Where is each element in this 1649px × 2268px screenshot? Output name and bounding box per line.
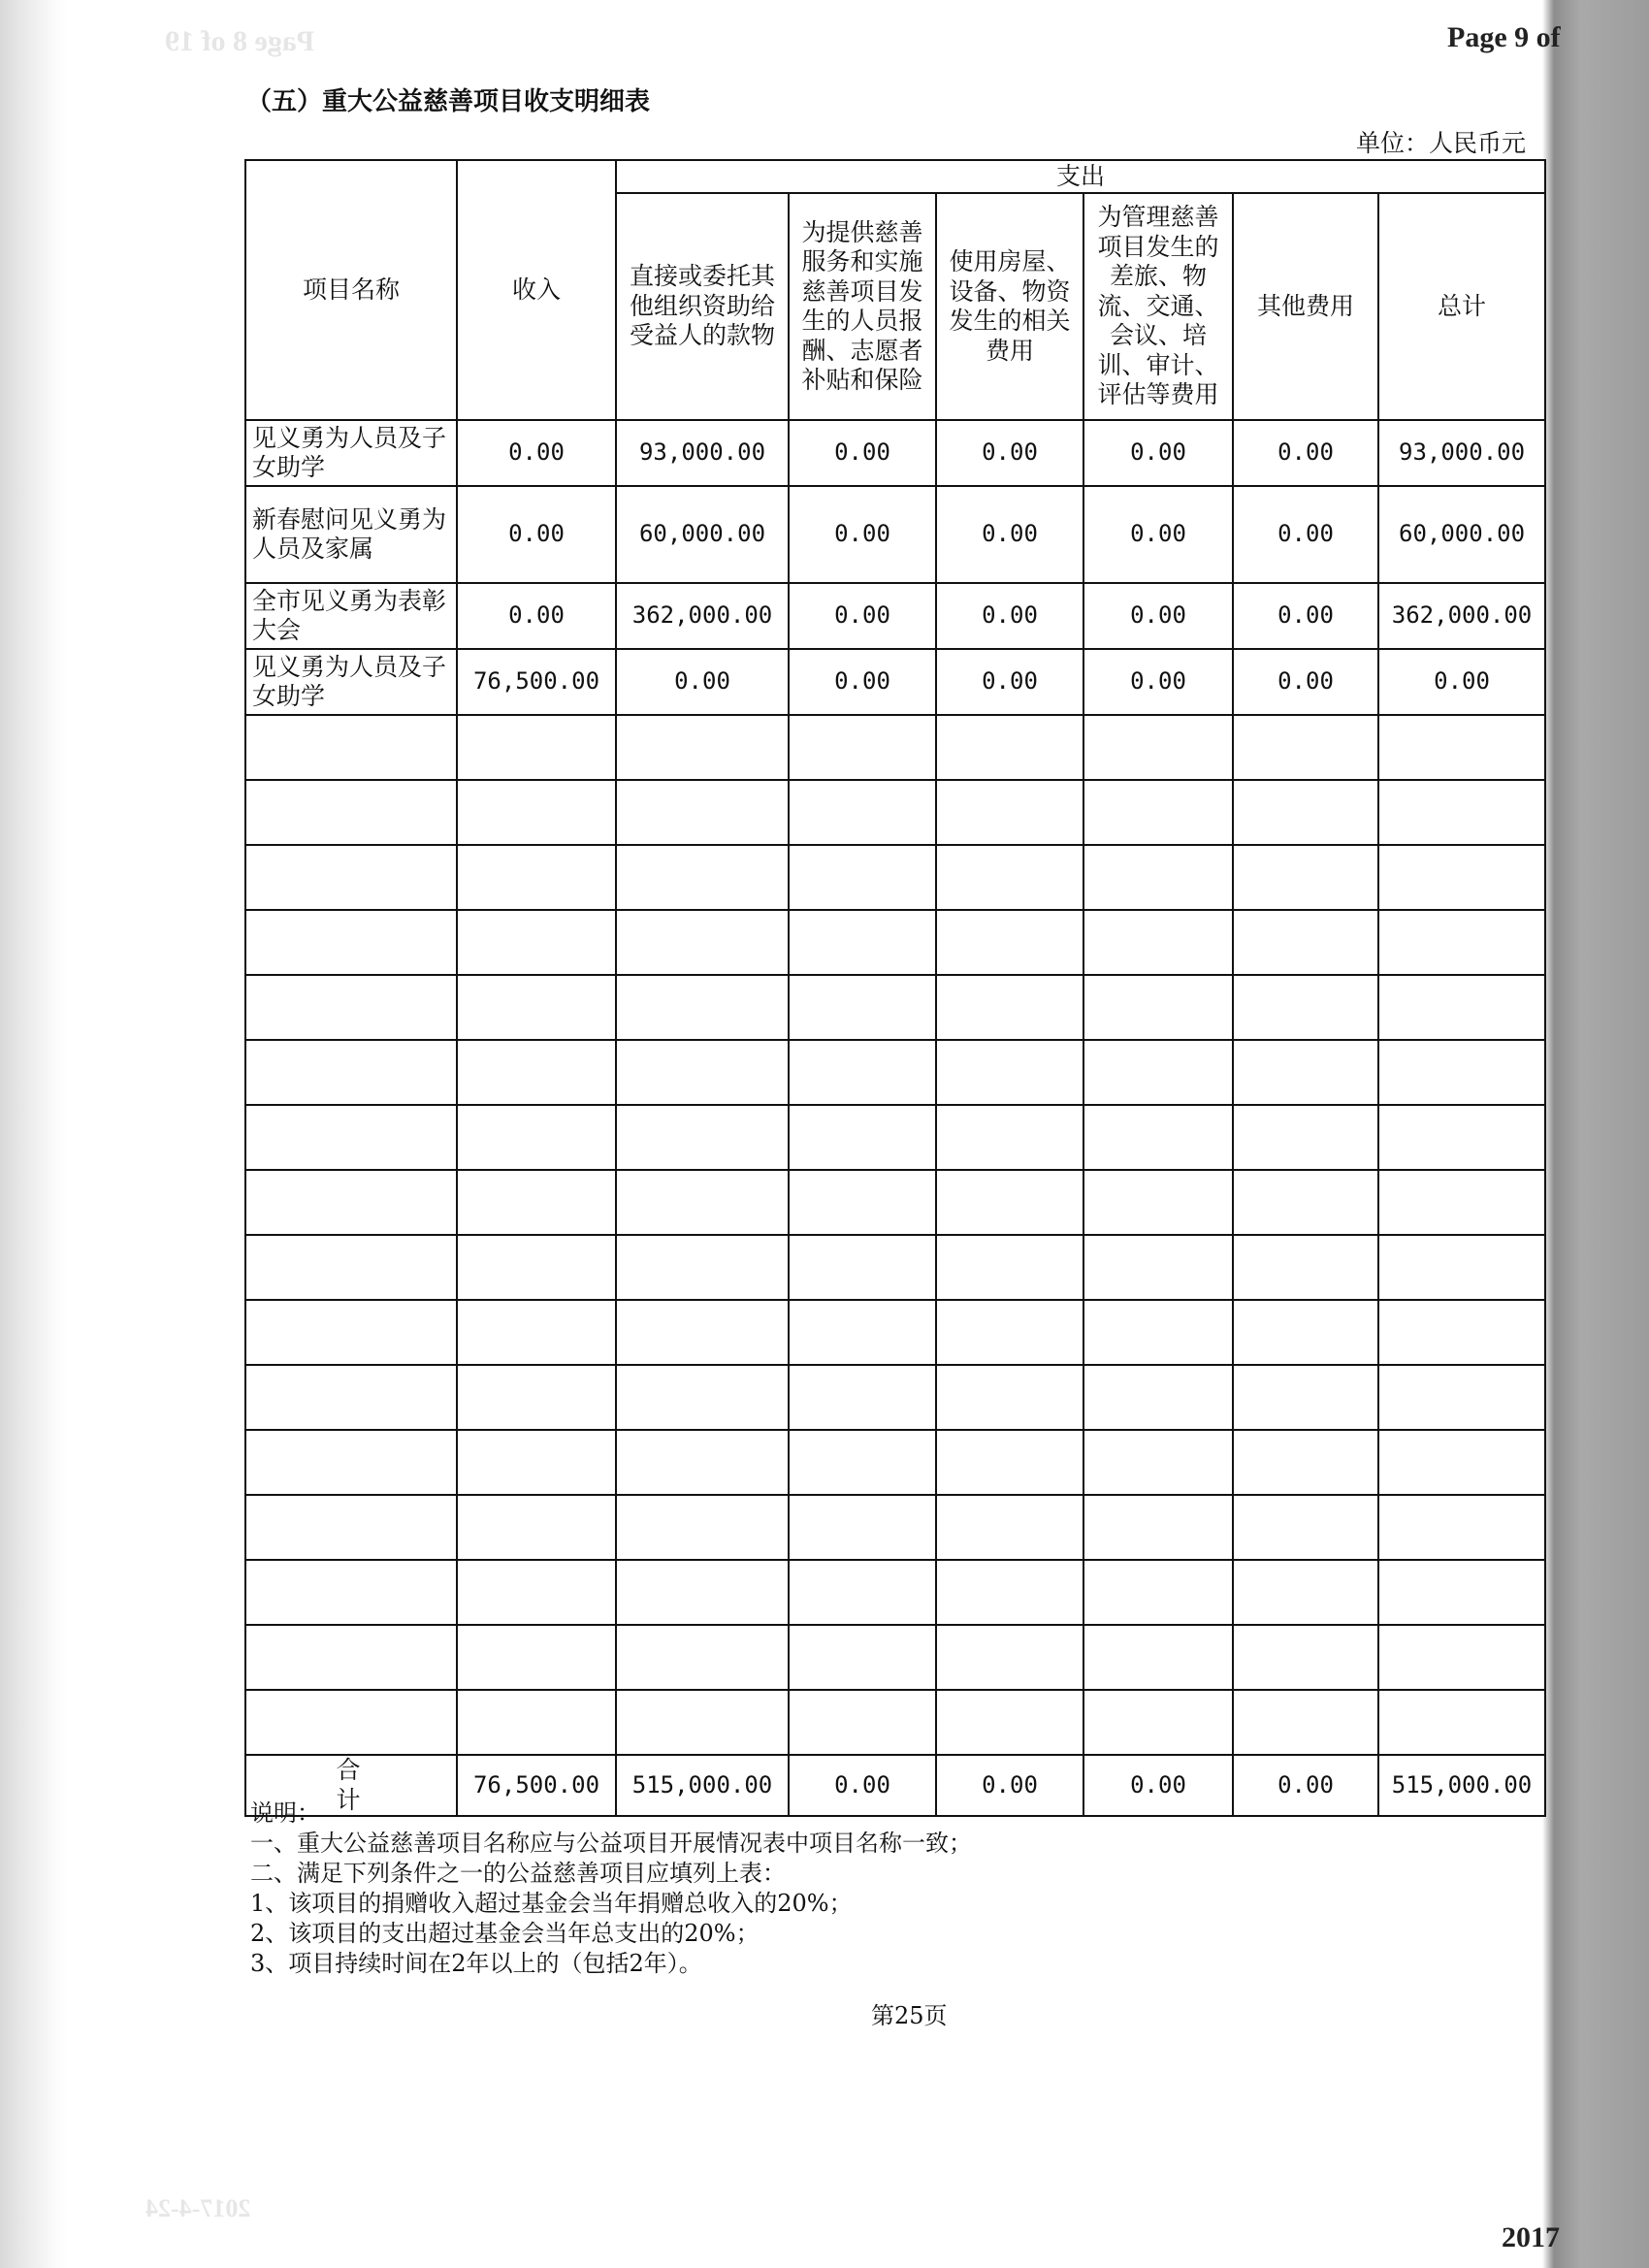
total-cell: 60,000.00 — [1378, 486, 1545, 583]
scan-right-shadow — [1542, 0, 1649, 2268]
page-label: Page 9 of — [1447, 21, 1561, 53]
empty-row — [245, 1040, 1545, 1105]
bleed-through-date: 2017-4-24 — [146, 2194, 251, 2222]
header-expense-group: 支出 — [616, 160, 1545, 193]
total-cell: 93,000.00 — [1378, 420, 1545, 486]
empty-row — [245, 1625, 1545, 1690]
project-name-cell: 全市见义勇为表彰大会 — [245, 583, 457, 649]
personnel-cell: 0.00 — [789, 420, 936, 486]
income-cell: 76,500.00 — [457, 649, 616, 715]
management-cell: 0.00 — [1083, 583, 1233, 649]
table-row — [245, 420, 1545, 486]
header-other: 其他费用 — [1233, 193, 1378, 420]
total-personnel: 0.00 — [789, 1755, 936, 1816]
empty-row — [245, 1300, 1545, 1365]
corner-date: 2017 — [1502, 2221, 1560, 2253]
income-cell: 0.00 — [457, 583, 616, 649]
other-cell: 0.00 — [1233, 649, 1378, 715]
note-line: 二、满足下列条件之一的公益慈善项目应填列上表： — [250, 1860, 786, 1887]
project-name-cell: 新春慰问见义勇为人员及家属 — [245, 486, 457, 583]
direct-aid-cell: 0.00 — [616, 649, 789, 715]
empty-row — [245, 1560, 1545, 1625]
header-facilities: 使用房屋、设备、物资发生的相关费用 — [936, 193, 1083, 420]
table-row — [245, 486, 1545, 583]
project-name-cell: 见义勇为人员及子女助学 — [245, 649, 457, 715]
total-other: 0.00 — [1233, 1755, 1378, 1816]
empty-row — [245, 1170, 1545, 1235]
personnel-cell: 0.00 — [789, 486, 936, 583]
direct-aid-cell: 60,000.00 — [616, 486, 789, 583]
management-cell: 0.00 — [1083, 486, 1233, 583]
empty-row — [245, 1105, 1545, 1170]
table-row — [245, 583, 1545, 649]
personnel-cell: 0.00 — [789, 583, 936, 649]
other-cell: 0.00 — [1233, 420, 1378, 486]
grand-total: 515,000.00 — [1378, 1755, 1545, 1816]
header-project-name: 项目名称 — [245, 160, 457, 420]
header-row-1 — [245, 160, 1545, 193]
notes-block — [250, 1798, 972, 1979]
direct-aid-cell: 93,000.00 — [616, 420, 789, 486]
income-cell: 0.00 — [457, 486, 616, 583]
total-direct-aid: 515,000.00 — [616, 1755, 789, 1816]
total-cell: 0.00 — [1378, 649, 1545, 715]
total-cell: 362,000.00 — [1378, 583, 1545, 649]
note-line: 1、该项目的捐赠收入超过基金会当年捐赠总收入的20%； — [250, 1890, 853, 1917]
empty-row — [245, 845, 1545, 910]
personnel-cell: 0.00 — [789, 649, 936, 715]
empty-row — [245, 1235, 1545, 1300]
total-income: 76,500.00 — [457, 1755, 616, 1816]
header-direct-aid: 直接或委托其他组织资助给受益人的款物 — [616, 193, 789, 420]
note-line: 一、重大公益慈善项目名称应与公益项目开展情况表中项目名称一致； — [250, 1830, 972, 1857]
empty-row — [245, 910, 1545, 975]
empty-row — [245, 1495, 1545, 1560]
note-line: 2、该项目的支出超过基金会当年总支出的20%； — [250, 1920, 760, 1947]
header-personnel: 为提供慈善服务和实施慈善项目发生的人员报酬、志愿者补贴和保险 — [789, 193, 936, 420]
total-management: 0.00 — [1083, 1755, 1233, 1816]
empty-row — [245, 715, 1545, 780]
table-row — [245, 649, 1545, 715]
facilities-cell: 0.00 — [936, 649, 1083, 715]
note-line: 3、项目持续时间在2年以上的（包括2年）。 — [250, 1950, 702, 1977]
project-name-cell: 见义勇为人员及子女助学 — [245, 420, 457, 486]
total-facilities: 0.00 — [936, 1755, 1083, 1816]
currency-unit: 单位：人民币元 — [1356, 129, 1527, 157]
empty-row — [245, 780, 1545, 845]
notes-heading: 说明： — [250, 1799, 320, 1827]
header-income: 收入 — [457, 160, 616, 420]
other-cell: 0.00 — [1233, 486, 1378, 583]
header-management: 为管理慈善项目发生的差旅、物流、交通、会议、培训、审计、评估等费用 — [1083, 193, 1233, 420]
total-label: 合 计 — [245, 1755, 457, 1816]
header-total: 总计 — [1378, 193, 1545, 420]
empty-row — [245, 1430, 1545, 1495]
empty-row — [245, 975, 1545, 1040]
management-cell: 0.00 — [1083, 649, 1233, 715]
management-cell: 0.00 — [1083, 420, 1233, 486]
page-number: 第25页 — [871, 2002, 948, 2029]
empty-row — [245, 1365, 1545, 1430]
scan-left-shadow — [0, 0, 68, 2268]
project-income-expense-table — [244, 159, 1546, 1817]
bleed-through-text: Page 8 of 19 — [165, 25, 315, 57]
table-title: （五）重大公益慈善项目收支明细表 — [246, 87, 651, 116]
empty-row — [245, 1690, 1545, 1755]
income-cell: 0.00 — [457, 420, 616, 486]
facilities-cell: 0.00 — [936, 583, 1083, 649]
direct-aid-cell: 362,000.00 — [616, 583, 789, 649]
other-cell: 0.00 — [1233, 583, 1378, 649]
facilities-cell: 0.00 — [936, 420, 1083, 486]
facilities-cell: 0.00 — [936, 486, 1083, 583]
